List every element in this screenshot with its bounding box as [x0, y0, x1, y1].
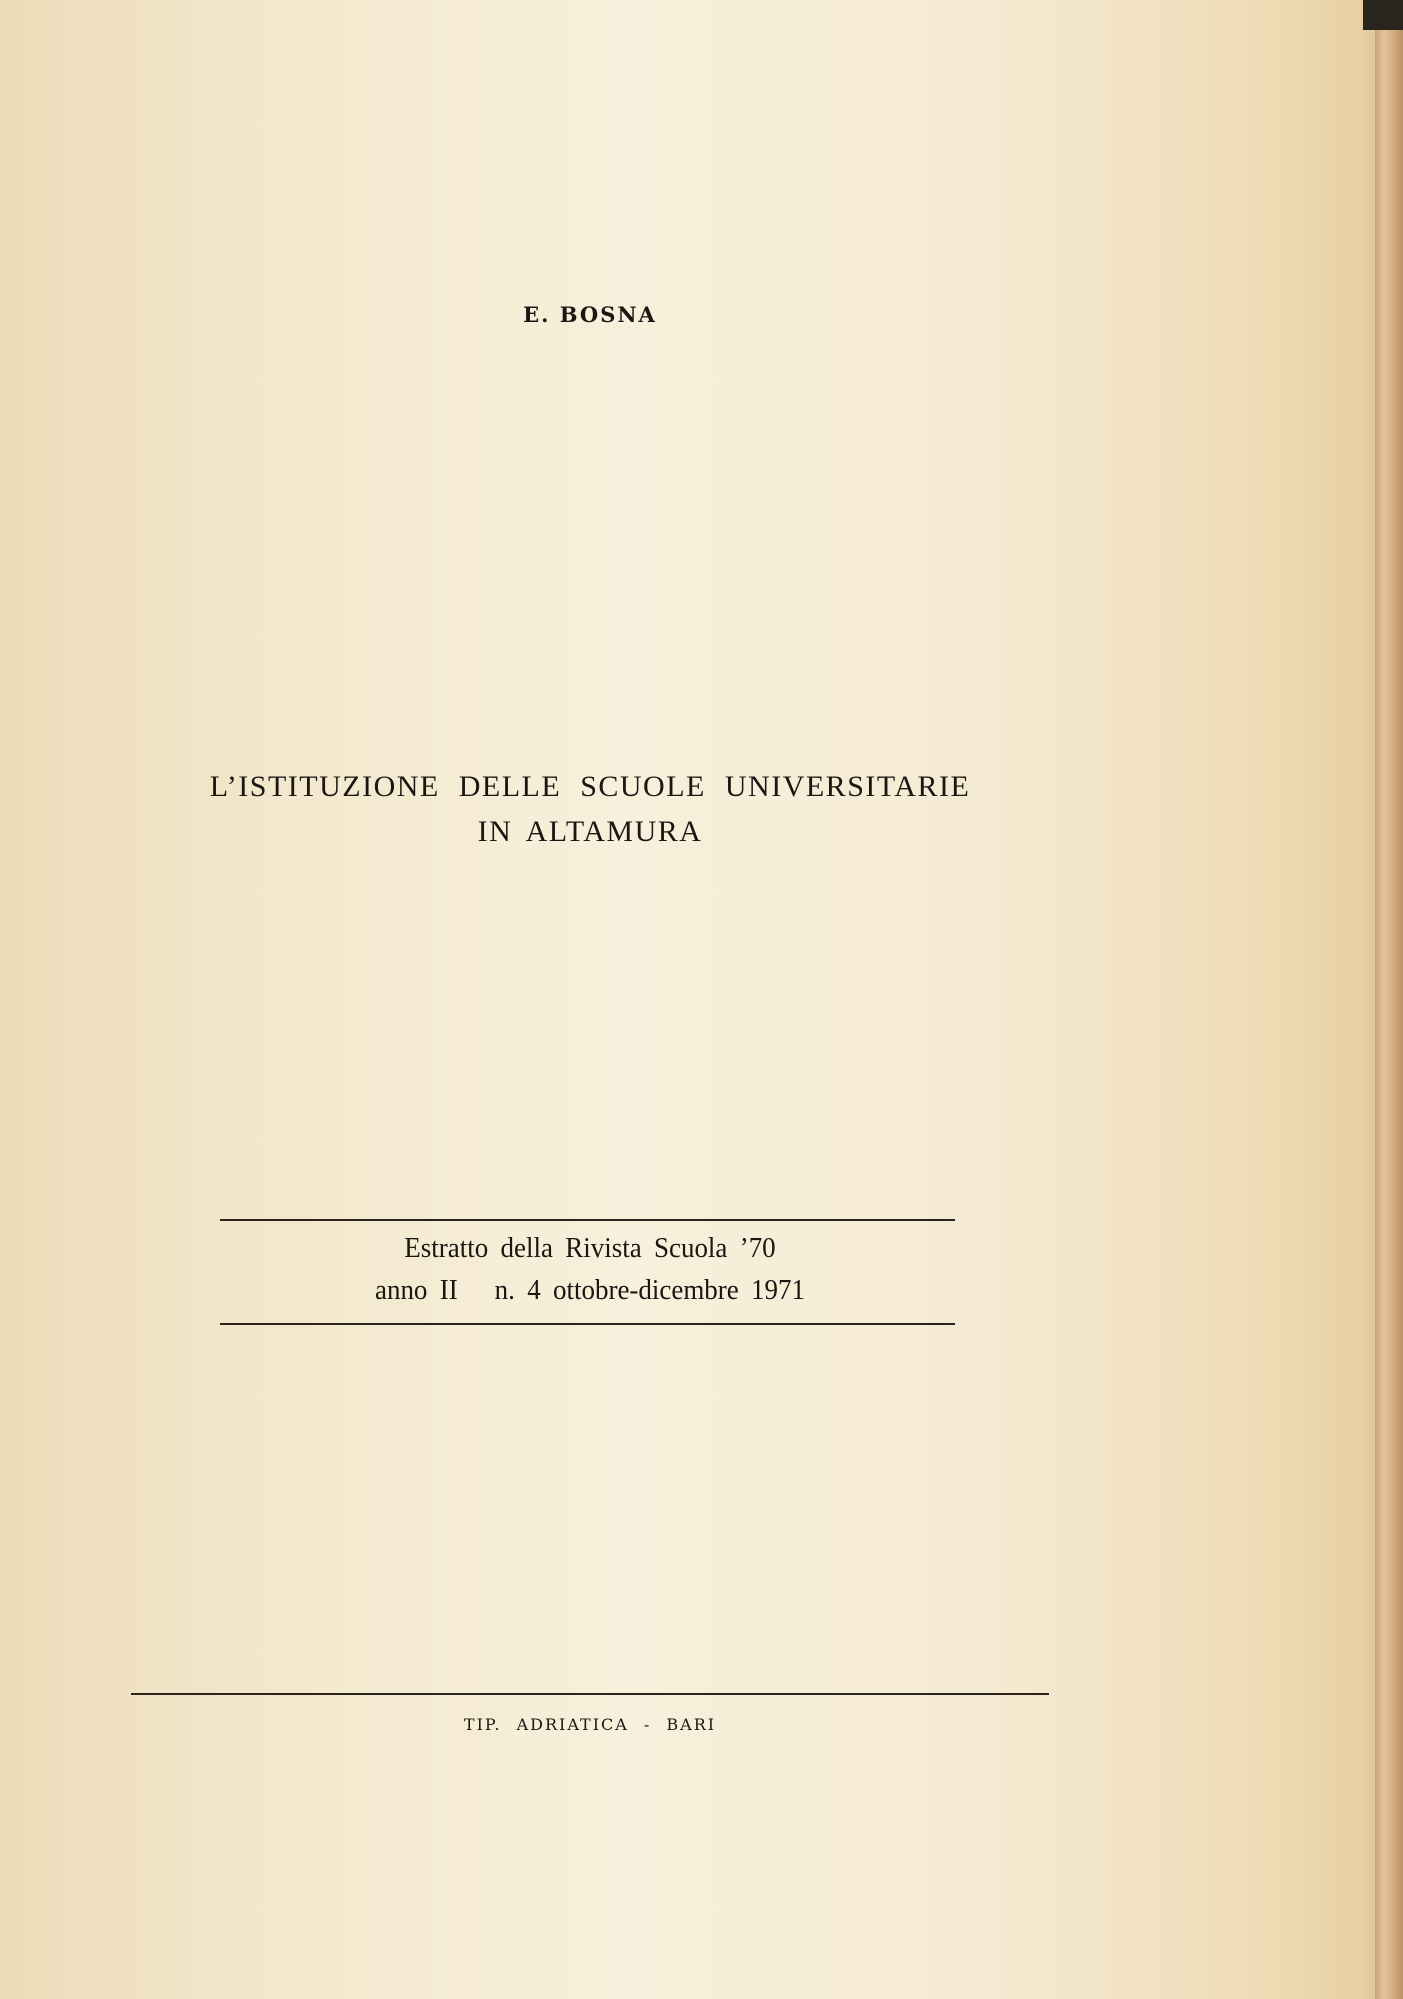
title-line-2: IN ALTAMURA — [477, 815, 703, 848]
page-edge — [1375, 0, 1403, 1999]
extract-line-1: Estratto della Rivista Scuola ’70 — [404, 1232, 776, 1264]
divider-top — [220, 1219, 955, 1221]
footer-rule — [131, 1693, 1049, 1695]
title-line-1: L’ISTITUZIONE DELLE SCUOLE UNIVERSITARIE — [209, 770, 971, 803]
extract-line-2: anno II n. 4 ottobre-dicembre 1971 — [374, 1274, 806, 1306]
author: E. BOSNA — [523, 302, 657, 327]
divider-bottom — [220, 1323, 955, 1325]
printer-imprint: TIP. ADRIATICA - BARI — [463, 1715, 717, 1734]
scan-corner — [1363, 0, 1403, 30]
